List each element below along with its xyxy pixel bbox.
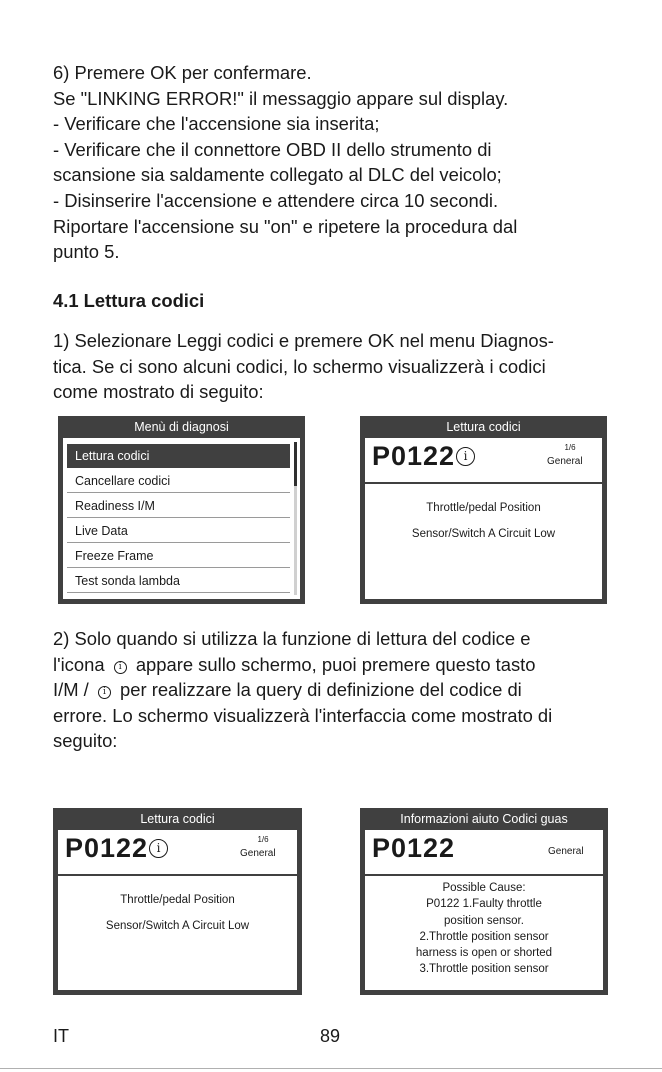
dtc-code: P0122 [372, 441, 456, 471]
code-description-2: Sensor/Switch A Circuit Low [411, 528, 556, 540]
info-icon: i [114, 661, 127, 674]
dtc-code: P0122 [65, 833, 149, 863]
cause-line: harness is open or shorted [415, 947, 553, 960]
step2-text: I/M / [53, 679, 89, 701]
dtc-code: P0122 [372, 833, 456, 863]
menu-item-test-sonda[interactable]: Test sonda lambda [67, 569, 290, 593]
cause-line: 2.Throttle position sensor [419, 930, 549, 943]
menu-item-live-data[interactable]: Live Data [67, 519, 290, 543]
intro-line: scansione sia saldamente collegato al DLC del veicolo; [53, 164, 502, 186]
code-row [58, 830, 297, 876]
screen-title: Lettura codici [140, 812, 215, 826]
step1-line: come mostrato di seguito: [53, 381, 264, 403]
step2-line [53, 652, 613, 678]
screen-title: Lettura codici [446, 420, 521, 434]
step1-paragraph [53, 328, 613, 405]
code-type: General [547, 456, 583, 467]
menu-item-lettura-codici[interactable]: Lettura codici [67, 444, 290, 468]
code-description-1: Throttle/pedal Position [120, 894, 235, 906]
footer-language: IT [53, 1026, 69, 1046]
code-row [365, 438, 602, 484]
step2-line: errore. Lo schermo visualizzerà l'interfaccia come mostrato di [53, 704, 553, 726]
code-count: 1/6 [564, 443, 576, 452]
info-icon[interactable]: i [456, 447, 475, 466]
intro-line: - Disinserire l'accensione e attendere circa 10 secondi. [53, 189, 499, 211]
section-heading: 4.1 Lettura codici [53, 290, 205, 311]
screen-title: Informazioni aiuto Codici guas [400, 812, 568, 826]
step2-line: 2) Solo quando si utilizza la funzione di lettura del codice e [53, 628, 531, 649]
step2-text: appare sullo schermo, puoi premere questo tasto [135, 653, 536, 675]
step1-line: 1) Selezionare Leggi codici e premere OK nel menu Diagnos- [53, 330, 554, 351]
intro-paragraph [53, 60, 613, 265]
cause-line: Possible Cause: [442, 882, 526, 894]
code-panel [58, 830, 297, 990]
step2-paragraph [53, 626, 613, 754]
intro-line: Se "LINKING ERROR!" il messaggio appare sul display. [53, 87, 509, 109]
code-description-2: Sensor/Switch A Circuit Low [105, 920, 250, 932]
cause-line: 3.Throttle position sensor [419, 963, 549, 976]
info-icon: i [98, 686, 111, 699]
diagnosis-menu-screen [58, 416, 305, 604]
menu-scroll-thumb[interactable] [294, 442, 297, 486]
menu-item-freeze-frame[interactable]: Freeze Frame [67, 544, 290, 568]
intro-line: 6) Premere OK per confermare. [53, 62, 312, 83]
help-panel [365, 830, 603, 990]
code-panel [365, 438, 602, 599]
screen-title: Menù di diagnosi [134, 420, 229, 434]
possible-cause-text [365, 880, 603, 978]
code-row [365, 830, 603, 876]
step2-text: l'icona [53, 653, 105, 675]
intro-line: - Verificare che il connettore OBD II dello strumento di [53, 138, 492, 160]
menu-item-cancellare-codici[interactable]: Cancellare codici [67, 469, 290, 493]
cause-line: P0122 1.Faulty throttle [426, 898, 542, 911]
info-icon[interactable]: i [149, 839, 168, 858]
step2-text: per realizzare la query di definizione del codice di [120, 679, 522, 701]
code-count: 1/6 [257, 835, 269, 844]
code-type: General [240, 848, 276, 859]
intro-line: - Verificare che l'accensione sia inserita; [53, 113, 380, 135]
intro-line: punto 5. [53, 241, 120, 263]
menu-panel [63, 438, 300, 599]
read-codes-screen [360, 416, 607, 604]
code-help-screen [360, 808, 608, 995]
cause-line: position sensor. [444, 914, 524, 927]
page-edge-line [0, 1068, 662, 1069]
step1-line: tica. Se ci sono alcuni codici, lo schermo visualizzerà i codici [53, 355, 546, 377]
code-description-1: Throttle/pedal Position [426, 502, 541, 514]
step2-line: seguito: [53, 730, 118, 752]
intro-line: Riportare l'accensione su "on" e ripetere la procedura dal [53, 215, 518, 237]
page-number: 89 [320, 1026, 341, 1046]
read-codes-screen-2 [53, 808, 302, 995]
step2-line [53, 677, 613, 703]
menu-item-readiness[interactable]: Readiness I/M [67, 494, 290, 518]
code-type: General [548, 846, 584, 857]
